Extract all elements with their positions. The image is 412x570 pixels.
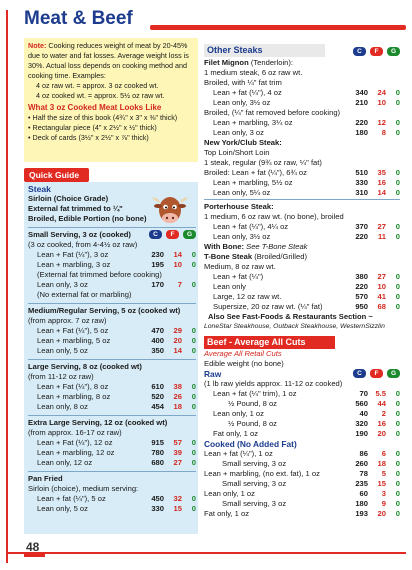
carbs-icon: G	[387, 47, 400, 56]
section-header-row	[204, 44, 400, 58]
row-carbs: 0	[395, 459, 400, 468]
portion-header: What 3 oz Cooked Meat Looks Like	[28, 103, 162, 112]
row-label: Lean + marbling, 5 oz	[37, 336, 111, 345]
row-calories: 454	[151, 402, 164, 411]
row-label: Broiled: Lean + fat (¼"), 6¾ oz	[204, 168, 307, 177]
tbone-title: T-Bone Steak	[204, 252, 253, 261]
table-row	[204, 178, 400, 188]
row-label: Lean only	[213, 282, 246, 291]
table-row	[204, 222, 400, 232]
row-calories: 78	[359, 469, 368, 478]
row-calories: 220	[355, 118, 368, 127]
row-fat: 39	[173, 448, 182, 457]
note-line: 30%. Actual loss depends on cooking method and	[28, 61, 188, 70]
table-row	[204, 272, 400, 282]
beef-average-header: Beef - Average All Cuts	[204, 336, 335, 349]
row-carbs: 0	[191, 392, 196, 401]
row-calories: 915	[151, 438, 164, 447]
row-fat: 32	[173, 494, 182, 503]
row-calories: 950	[355, 302, 368, 311]
table-row	[28, 326, 196, 336]
row-calories: 380	[355, 272, 368, 281]
row-carbs: 0	[191, 458, 196, 467]
steak-intro: Broiled, Edible Portion (no bone)	[28, 214, 147, 223]
table-row	[204, 88, 400, 98]
page-border-left	[6, 10, 8, 563]
row-carbs: 0	[191, 494, 196, 503]
filet-desc: Broiled, with ¼" fat trim	[204, 78, 282, 87]
group-subnote: (No external fat or marbling)	[37, 290, 132, 299]
table-row	[204, 419, 400, 429]
group-subnote: (from approx. 7 oz raw)	[28, 316, 107, 325]
row-fat: 10	[173, 260, 182, 269]
table-row	[204, 499, 400, 509]
row-fat: 24	[377, 88, 386, 97]
row-calories: 60	[359, 489, 368, 498]
table-row	[204, 188, 400, 198]
filet-title: Filet Mignon	[204, 58, 249, 67]
group-heading-row	[28, 230, 196, 240]
table-row	[204, 302, 400, 312]
table-row	[204, 118, 400, 128]
row-fat: 20	[173, 336, 182, 345]
table-row	[204, 509, 400, 519]
row-fat: 15	[173, 504, 182, 513]
row-fat: 12	[377, 118, 386, 127]
row-carbs: 0	[395, 222, 400, 231]
table-row	[204, 489, 400, 499]
row-fat: 44	[377, 399, 386, 408]
row-label: Lean only, 3½ oz	[213, 232, 271, 241]
row-fat: 35	[377, 168, 386, 177]
filet-desc: 1 medium steak, 6 oz raw wt.	[204, 68, 303, 77]
row-calories: 220	[355, 232, 368, 241]
row-carbs: 0	[395, 489, 400, 498]
row-fat: 20	[377, 429, 386, 438]
row-carbs: 0	[395, 272, 400, 281]
row-fat: 27	[377, 272, 386, 281]
row-carbs: 0	[395, 429, 400, 438]
table-row	[204, 128, 400, 138]
table-row	[204, 429, 400, 439]
row-carbs: 0	[191, 260, 196, 269]
filet-subnote: Broiled, (¼" fat removed before cooking)	[204, 108, 341, 117]
table-row	[204, 399, 400, 409]
portion-item: • Deck of cards (3½" x 2½" x ⅞" thick)	[28, 133, 149, 142]
row-carbs: 0	[395, 469, 400, 478]
row-fat: 26	[173, 392, 182, 401]
row-fat: 68	[377, 302, 386, 311]
row-calories: 180	[355, 499, 368, 508]
row-calories: 320	[355, 419, 368, 428]
row-carbs: 0	[395, 399, 400, 408]
row-fat: 27	[377, 222, 386, 231]
row-fat: 11	[377, 232, 386, 241]
table-row	[204, 282, 400, 292]
row-label: Lean only, 5 oz	[37, 504, 88, 513]
row-label: Lean only, 1 oz	[213, 409, 264, 418]
table-row	[28, 448, 196, 458]
porter-desc: 1 medium, 6 oz raw wt. (no bone), broiled	[204, 212, 344, 221]
table-row	[204, 389, 400, 399]
group-heading: Small Serving, 3 oz (cooked)	[28, 230, 131, 239]
ny-desc: Top Loin/Short Loin	[204, 148, 270, 157]
filet-paren: (Tenderloin):	[248, 58, 294, 67]
row-calories: 180	[355, 128, 368, 137]
row-fat: 10	[377, 98, 386, 107]
note-text: Cooking reduces weight of meat by 20-45%	[46, 41, 188, 50]
group-subnote: (from approx. 16-17 oz raw)	[28, 428, 122, 437]
steak-intro: External fat trimmed to ¼"	[28, 204, 123, 213]
row-carbs: 0	[191, 336, 196, 345]
row-calories: 195	[151, 260, 164, 269]
table-row	[204, 292, 400, 302]
row-label: Lean only, 3 oz	[213, 128, 264, 137]
row-calories: 470	[151, 326, 164, 335]
table-row	[204, 98, 400, 108]
row-fat: 3	[381, 489, 386, 498]
raw-desc: (1 lb raw yields approx. 11-12 oz cooked)	[204, 379, 343, 388]
row-label: Lean + marbling, 5½ oz	[213, 178, 293, 187]
nutrient-icons	[149, 230, 196, 240]
table-row	[204, 449, 400, 459]
row-fat: 9	[381, 499, 386, 508]
row-calories: 235	[355, 479, 368, 488]
row-carbs: 0	[395, 389, 400, 398]
row-calories: 560	[355, 399, 368, 408]
group-heading: Extra Large Serving, 12 oz (cooked wt)	[28, 418, 168, 427]
table-row	[28, 438, 196, 448]
divider	[28, 412, 196, 416]
row-calories: 40	[359, 409, 368, 418]
table-row	[28, 458, 196, 468]
row-fat: 29	[173, 326, 182, 335]
row-label: Supersize, 20 oz raw wt. (¼" fat)	[213, 302, 323, 311]
fat-icon: F	[370, 47, 383, 56]
row-label: Lean only, 5¼ oz	[213, 188, 271, 197]
row-label: Lean + Fat (¼"), 5 oz	[37, 326, 109, 335]
row-fat: 5	[381, 469, 386, 478]
row-label: Lean + fat (¼"), 4 oz	[213, 88, 282, 97]
row-fat: 57	[173, 438, 182, 447]
row-label: ½ Pound, 8 oz	[228, 419, 277, 428]
porter-heading: Porterhouse Steak:	[204, 202, 274, 211]
divider	[28, 224, 196, 228]
nutrient-icons	[353, 47, 400, 57]
note-example: 4 oz cooked wt. = approx. 5½ oz raw wt.	[36, 91, 165, 100]
group-subnote: (3 oz cooked, from 4-4½ oz raw)	[28, 240, 138, 249]
row-calories: 86	[359, 449, 368, 458]
row-fat: 8	[381, 128, 386, 137]
note-line	[28, 41, 194, 51]
row-fat: 5.5	[375, 389, 386, 398]
divider	[28, 468, 196, 472]
table-row	[204, 469, 400, 479]
ny-desc: 1 steak, regular (9¾ oz raw, ¼" fat)	[204, 158, 322, 167]
row-label: ½ Pound, 8 oz	[228, 399, 277, 408]
page-title: Meat & Beef	[24, 8, 133, 29]
row-carbs: 0	[395, 128, 400, 137]
cooked-heading: Cooked (No Added Fat)	[204, 439, 297, 449]
row-calories: 193	[355, 509, 368, 518]
table-row	[204, 459, 400, 469]
group-heading: Large Serving, 8 oz (cooked wt)	[28, 362, 142, 371]
row-carbs: 0	[395, 499, 400, 508]
table-row	[28, 260, 196, 270]
row-fat: 18	[377, 459, 386, 468]
row-fat: 10	[377, 282, 386, 291]
table-row	[28, 280, 196, 290]
row-label: Fat only, 1 oz	[204, 509, 250, 518]
row-label: Lean + Fat (¼"), 3 oz	[37, 250, 109, 259]
row-label: Lean + marbling, (no ext. fat), 1 oz	[204, 469, 320, 478]
page-number: 48	[24, 540, 45, 557]
with-bone-note	[204, 242, 400, 252]
row-carbs: 0	[395, 509, 400, 518]
row-calories: 570	[355, 292, 368, 301]
row-label: Lean + fat (¼"), 4¼ oz	[213, 222, 289, 231]
row-carbs: 0	[191, 250, 196, 259]
row-carbs: 0	[395, 232, 400, 241]
note-line: cooking time. Examples:	[28, 71, 106, 80]
spacer	[325, 44, 353, 58]
divider	[28, 300, 196, 304]
row-calories: 210	[355, 98, 368, 107]
table-row	[28, 402, 196, 412]
row-carbs: 0	[395, 98, 400, 107]
carbs-icon: G	[387, 369, 400, 378]
row-carbs: 0	[395, 168, 400, 177]
row-carbs: 0	[191, 438, 196, 447]
portion-item: • Half the size of this book (4¾" x 3" x ⅜" thick)	[28, 113, 178, 122]
row-label: Lean only, 8 oz	[37, 402, 88, 411]
table-row	[28, 392, 196, 402]
row-fat: 16	[377, 419, 386, 428]
table-row	[204, 232, 400, 242]
table-row	[28, 250, 196, 260]
row-calories: 70	[359, 389, 368, 398]
row-fat: 16	[377, 178, 386, 187]
calories-icon: C	[353, 47, 366, 56]
row-carbs: 0	[395, 178, 400, 187]
table-row	[28, 336, 196, 346]
row-carbs: 0	[395, 282, 400, 291]
row-label: Lean only, 5 oz	[37, 346, 88, 355]
divider	[204, 198, 400, 200]
row-calories: 310	[355, 188, 368, 197]
row-carbs: 0	[395, 118, 400, 127]
row-label: Lean + marbling, 3 oz	[37, 260, 111, 269]
row-calories: 170	[151, 280, 164, 289]
row-calories: 610	[151, 382, 164, 391]
row-carbs: 0	[191, 402, 196, 411]
steak-intro: Sirloin (Choice Grade)	[28, 194, 109, 203]
row-fat: 38	[173, 382, 182, 391]
row-carbs: 0	[191, 448, 196, 457]
note-lead: Note:	[28, 41, 47, 50]
row-label: Lean + Fat (¼"), 8 oz	[37, 382, 109, 391]
row-calories: 510	[355, 168, 368, 177]
row-label: Lean + fat (¼"), 5 oz	[37, 494, 106, 503]
steak-heading: Steak	[28, 184, 51, 194]
quick-guide-content	[28, 184, 196, 514]
row-calories: 370	[355, 222, 368, 231]
row-fat: 20	[377, 509, 386, 518]
row-label: Lean only, 3½ oz	[213, 98, 271, 107]
tbone-desc: Medium, 8 oz raw wt.	[204, 262, 276, 271]
divider	[28, 356, 196, 360]
nutrient-icons	[353, 369, 400, 379]
table-row	[28, 346, 196, 356]
ny-heading: New York/Club Steak:	[204, 138, 282, 147]
row-calories: 450	[151, 494, 164, 503]
also-see-note: Also See Fast-Foods & Restaurants Section ~	[208, 312, 373, 321]
quick-guide-tab: Quick Guide	[24, 168, 89, 182]
row-carbs: 0	[191, 280, 196, 289]
fat-icon: F	[166, 230, 179, 239]
row-fat: 6	[381, 449, 386, 458]
row-calories: 780	[151, 448, 164, 457]
row-fat: 14	[173, 346, 182, 355]
row-fat: 14	[377, 188, 386, 197]
row-calories: 520	[151, 392, 164, 401]
carbs-icon: G	[183, 230, 196, 239]
row-label: Lean only, 1 oz	[204, 489, 255, 498]
table-row	[28, 494, 196, 504]
row-label: Lean + Fat (¼"), 12 oz	[37, 438, 113, 447]
row-carbs: 0	[395, 449, 400, 458]
row-label: Small serving, 3 oz	[222, 459, 287, 468]
also-see-list: LoneStar Steakhouse, Outback Steakhouse, WesternSizzlin	[204, 323, 385, 330]
row-label: Lean + fat (¼")	[213, 272, 264, 281]
row-carbs: 0	[191, 382, 196, 391]
row-label: Lean + marbling, 3¼ oz	[213, 118, 293, 127]
table-row	[204, 479, 400, 489]
group-heading: Medium/Regular Serving, 5 oz (cooked wt)	[28, 306, 181, 315]
with-bone-label: With Bone:	[204, 242, 245, 251]
row-carbs: 0	[191, 346, 196, 355]
row-calories: 330	[355, 178, 368, 187]
row-carbs: 0	[395, 302, 400, 311]
tbone-paren: (Broiled/Grilled)	[252, 252, 307, 261]
row-calories: 230	[151, 250, 164, 259]
row-label: Fat only, 1 oz	[213, 429, 259, 438]
calories-icon: C	[149, 230, 162, 239]
raw-heading-row	[204, 369, 400, 379]
table-row	[28, 382, 196, 392]
row-calories: 340	[355, 88, 368, 97]
row-fat: 18	[173, 402, 182, 411]
row-label: Lean + marbling, 8 oz	[37, 392, 111, 401]
row-label: Lean + marbling, 12 oz	[37, 448, 115, 457]
raw-heading: Raw	[204, 369, 222, 379]
row-carbs: 0	[191, 504, 196, 513]
row-calories: 190	[355, 429, 368, 438]
row-carbs: 0	[395, 409, 400, 418]
row-fat: 27	[173, 458, 182, 467]
note-example: 4 oz raw wt. = approx. 3 oz cooked wt.	[36, 81, 159, 90]
fat-icon: F	[370, 369, 383, 378]
row-fat: 7	[177, 280, 182, 289]
row-calories: 350	[151, 346, 164, 355]
row-label: Lean only, 3 oz	[37, 280, 88, 289]
row-fat: 14	[173, 250, 182, 259]
row-fat: 41	[377, 292, 386, 301]
row-label: Small serving, 3 oz	[222, 499, 287, 508]
avg-label: Average All Retail Cuts	[204, 349, 282, 358]
tbone-heading	[204, 252, 400, 262]
row-label: Lean + fat (¼"), 1 oz	[204, 449, 273, 458]
note-line: due to water and fat losses. Average weight loss is	[28, 51, 189, 60]
with-bone-ref: See T-Bone Steak	[244, 242, 308, 251]
row-carbs: 0	[191, 326, 196, 335]
row-calories: 680	[151, 458, 164, 467]
portion-item: • Rectangular piece (4" x 2½" x ½" thick)	[28, 123, 157, 132]
row-carbs: 0	[395, 479, 400, 488]
title-rule	[150, 25, 406, 30]
row-fat: 2	[381, 409, 386, 418]
cooking-note-box	[24, 38, 198, 162]
row-calories: 260	[355, 459, 368, 468]
row-calories: 330	[151, 504, 164, 513]
other-steaks-header: Other Steaks	[204, 44, 325, 57]
row-label: Small serving, 3 oz	[222, 479, 287, 488]
row-carbs: 0	[395, 419, 400, 428]
edible-note: Edible weight (no bone)	[204, 359, 284, 368]
row-label: Lean only, 12 oz	[37, 458, 93, 467]
row-fat: 15	[377, 479, 386, 488]
group-heading: Pan Fried	[28, 474, 63, 483]
group-subnote: Sirloin (choice), medium serving:	[28, 484, 139, 493]
row-carbs: 0	[395, 292, 400, 301]
group-subnote: (from 11-12 oz raw)	[28, 372, 94, 381]
row-label: Lean + fat (¼" trim), 1 oz	[213, 389, 297, 398]
row-carbs: 0	[395, 188, 400, 197]
row-carbs: 0	[395, 88, 400, 97]
row-calories: 400	[151, 336, 164, 345]
right-column	[204, 44, 400, 519]
page-border-bottom	[6, 552, 406, 554]
group-subnote: (External fat trimmed before cooking)	[37, 270, 162, 279]
filet-heading	[204, 58, 400, 68]
row-calories: 220	[355, 282, 368, 291]
table-row	[204, 168, 400, 178]
row-label: Large, 12 oz raw wt.	[213, 292, 282, 301]
calories-icon: C	[353, 369, 366, 378]
table-row	[204, 409, 400, 419]
table-row	[28, 504, 196, 514]
